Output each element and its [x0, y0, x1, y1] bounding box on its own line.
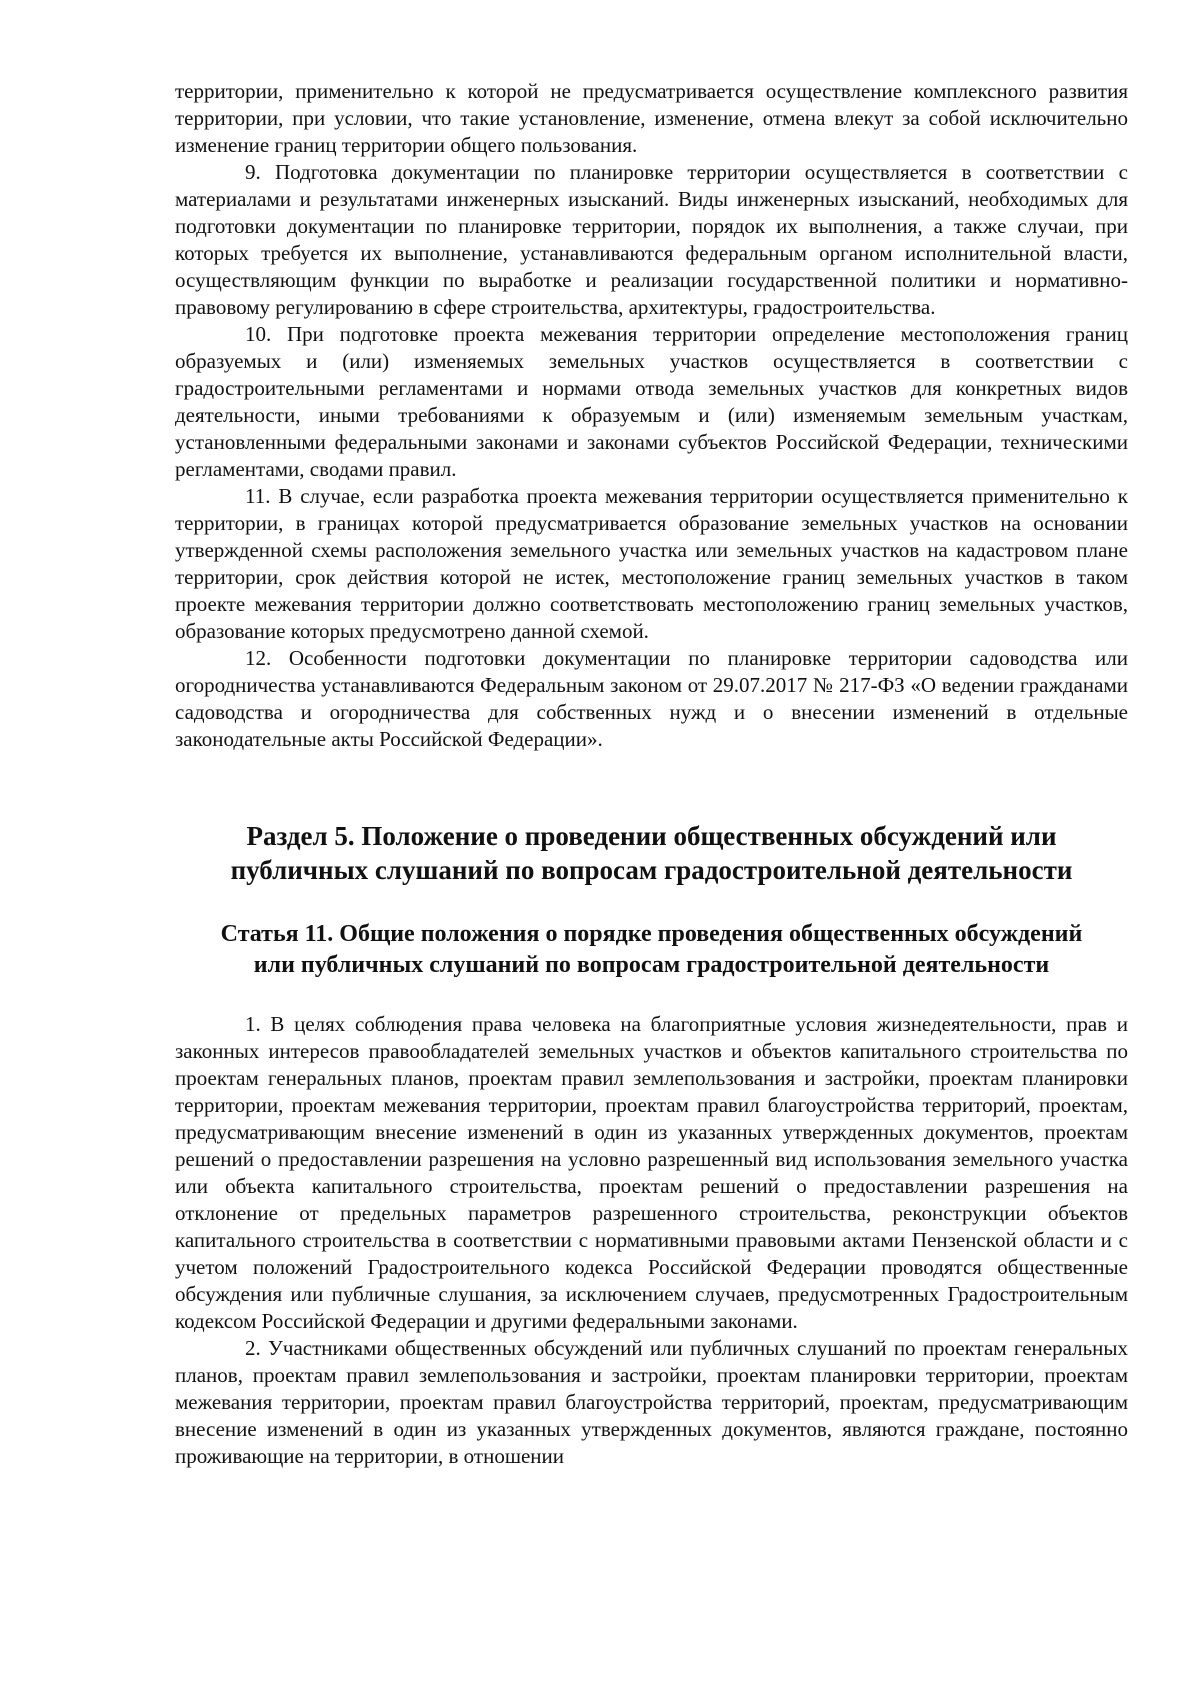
article-paragraph-2: 2. Участниками общественных обсуждений или публичных слушаний по проектам генеральных планов, проектам правил землепользования и застройки, проектам планировки территории, проектам межевания территории, проектам правил благоустройства территорий, проектам, предусматривающим внесение изменений в один из указанных утвержденных документов, являются граждане, постоянно проживающие на территории, в отношении — [175, 1336, 1128, 1468]
section-heading-line-2: публичных слушаний по вопросам градостроительной деятельности — [230, 855, 1073, 885]
section-heading — [175, 819, 1128, 887]
paragraph-item-12: 12. Особенности подготовки документации по планировке территории садоводства или огородничества устанавливаются Федеральным законом от 29.07.2017 № 217-ФЗ «О ведении гражданами садоводства и огородничества для собственных нужд и о внесении изменений в отдельные законодательные акты Российской Федерации». — [175, 646, 1128, 751]
document-page — [175, 78, 1128, 1470]
article-heading-line-1: Статья 11. Общие положения о порядке проведения общественных обсуждений — [220, 921, 1083, 947]
paragraph-item-10: 10. При подготовке проекта межевания территории определение местоположения границ образуемых и (или) изменяемых земельных участков осуществляется в соответствии с градостроительными регламентами и нормами отвода земельных участков для конкретных видов деятельности, иными требованиями к образуемым и (или) изменяемым земельным участкам, установленными федеральными законами и законами субъектов Российской Федерации, техническими регламентами, сводами правил. — [175, 322, 1128, 481]
article-heading-line-2: или публичных слушаний по вопросам градостроительной деятельности — [253, 952, 1050, 978]
paragraph-item-9: 9. Подготовка документации по планировке территории осуществляется в соответствии с материалами и результатами инженерных изысканий. Виды инженерных изысканий, необходимых для подготовки документации по планировке территории, порядок их выполнения, а также случаи, при которых требуется их выполнение, устанавливаются федеральным органом исполнительной власти, осуществляющим функции по выработке и реализации государственной политики и нормативно-правовому регулированию в сфере строительства, архитектуры, градостроительства. — [175, 160, 1128, 319]
article-paragraph-1: 1. В целях соблюдения права человека на благоприятные условия жизнедеятельности, прав и законных интересов правообладателей земельных участков и объектов капитального строительства по проектам генеральных планов, проектам правил землепользования и застройки, проектам планировки территории, проектам межевания территории, проектам правил благоустройства территорий, проектам, предусматривающим внесение изменений в один из указанных утвержденных документов, проектам решений о предоставлении разрешения на условно разрешенный вид использования земельного участка или объекта капитального строительства, проектам решений о предоставлении разрешения на отклонение от предельных параметров разрешенного строительства, реконструкции объектов капитального строительства в соответствии с нормативными правовыми актами Пензенской области и с учетом положений Градостроительного кодекса Российской Федерации проводятся общественные обсуждения или публичные слушания, за исключением случаев, предусмотренных Градостроительным кодексом Российской Федерации и другими федеральными законами. — [175, 1012, 1128, 1333]
section-heading-line-1: Раздел 5. Положение о проведении общественных обсуждений или — [246, 821, 1057, 851]
paragraph-item-11: 11. В случае, если разработка проекта межевания территории осуществляется применительно к территории, в границах которой предусматривается образование земельных участков на основании утвержденной схемы расположения земельного участка или земельных участков на кадастровом плане территории, срок действия которой не истек, местоположение границ земельных участков в таком проекте межевания территории должно соответствовать местоположению границ земельных участков, образование которых предусмотрено данной схемой. — [175, 484, 1128, 643]
paragraph-continuation: территории, применительно к которой не предусматривается осуществление комплексного развития территории, при условии, что такие установление, изменение, отмена влекут за собой исключительно изменение границ территории общего пользования. — [175, 79, 1128, 157]
article-heading — [175, 919, 1128, 981]
